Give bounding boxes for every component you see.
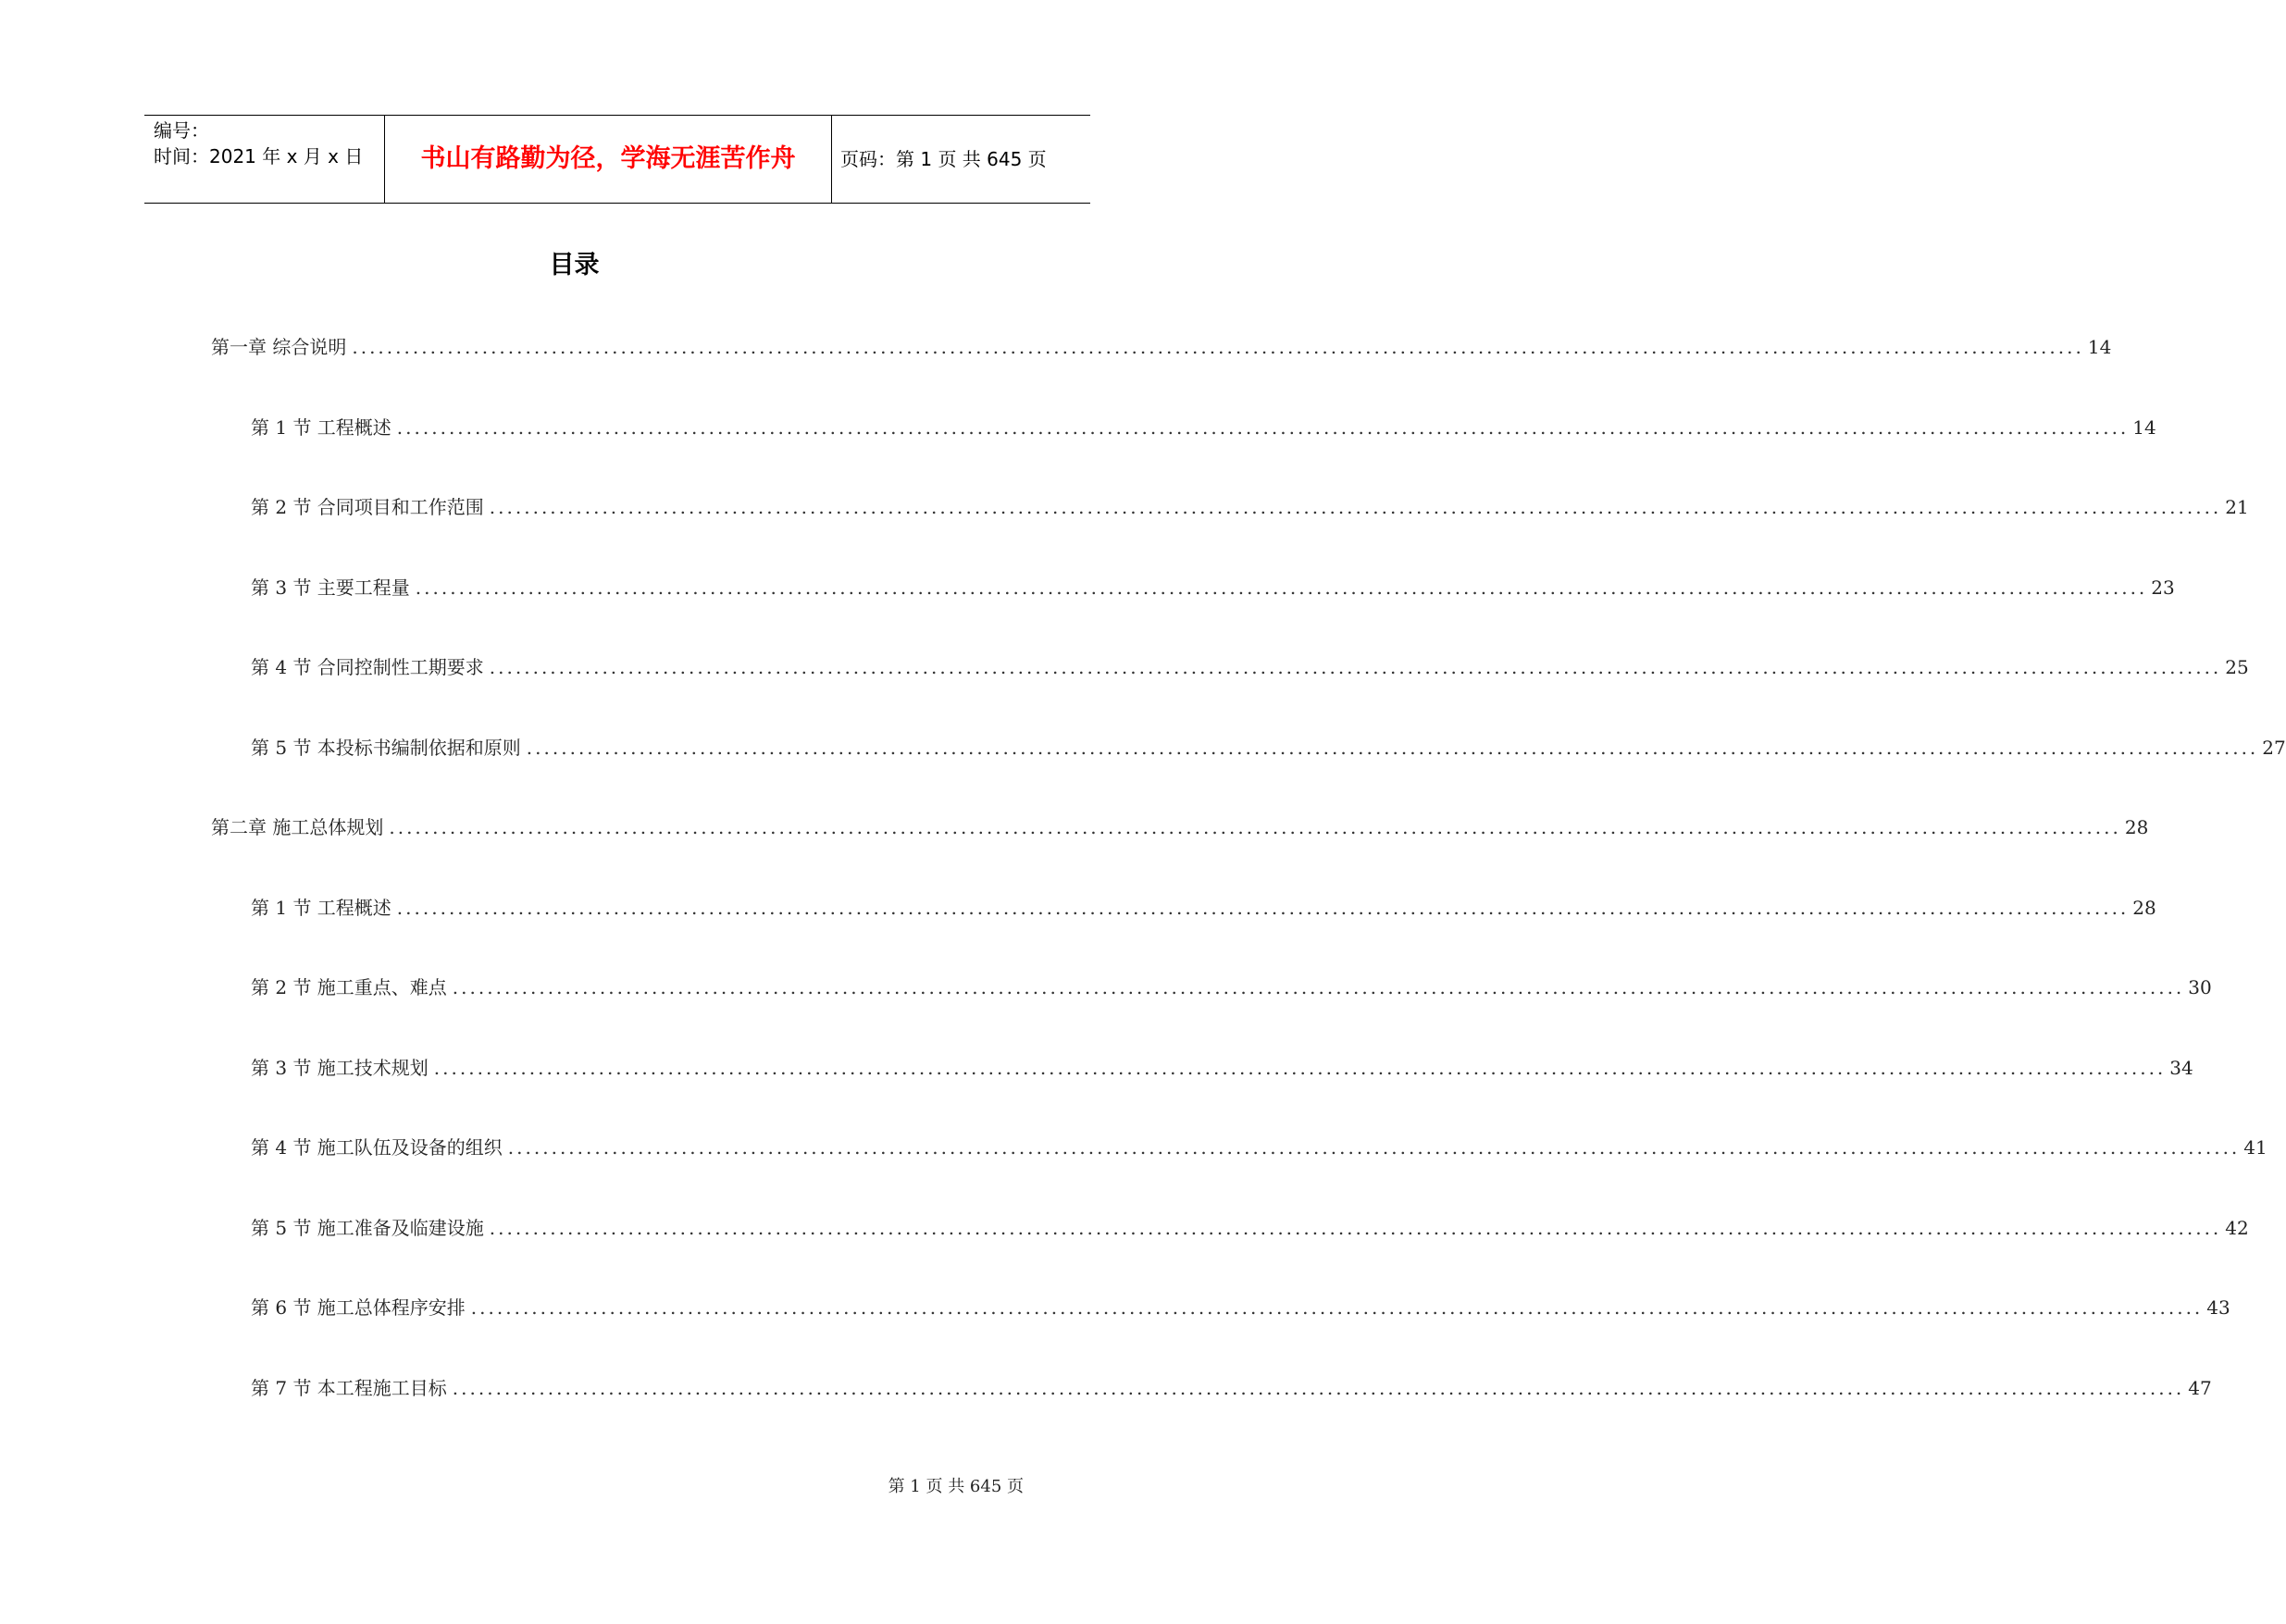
toc-entry-label: 第 2 节 合同项目和工作范围 — [251, 496, 484, 518]
toc-entry-label: 第 7 节 本工程施工目标 — [251, 1377, 447, 1399]
toc-chapter-entry[interactable] — [211, 334, 2112, 360]
toc-entry-label: 第 5 节 本投标书编制依据和原则 — [251, 737, 521, 759]
toc-dot-leader: ........................................................................................................................................................................................................ — [507, 1136, 2241, 1159]
toc-section-entry[interactable] — [251, 1055, 2193, 1081]
header-page-code: 页码：第 1 页 共 645 页 — [840, 148, 1047, 170]
toc-dot-leader: ........................................................................................................................................................................................................ — [489, 656, 2222, 678]
toc-entry-page: 41 — [2243, 1136, 2267, 1159]
toc-chapter-entry[interactable] — [211, 814, 2149, 840]
toc-entry-label: 第 1 节 工程概述 — [251, 416, 391, 439]
toc-entry-page: 47 — [2188, 1377, 2212, 1399]
toc-entry-label: 第 1 节 工程概述 — [251, 897, 391, 919]
toc-entry-page: 23 — [2151, 576, 2175, 599]
toc-section-entry[interactable] — [251, 1375, 2212, 1401]
toc-dot-leader: ........................................................................................................................................................................................................ — [452, 1377, 2185, 1399]
toc-dot-leader: ........................................................................................................................................................................................................ — [433, 1057, 2167, 1079]
toc-dot-leader: ........................................................................................................................................................................................................ — [389, 816, 2121, 838]
toc-section-entry[interactable] — [251, 1295, 2230, 1320]
toc-entry-page: 28 — [2124, 816, 2149, 838]
toc-title: 目录 — [549, 251, 600, 279]
toc-dot-leader: ........................................................................................................................................................................................................ — [352, 336, 2084, 358]
toc-dot-leader: ........................................................................................................................................................................................................ — [470, 1296, 2204, 1319]
toc-section-entry[interactable] — [251, 895, 2156, 921]
toc-section-entry[interactable] — [251, 1134, 2267, 1160]
toc-entry-page: 25 — [2225, 656, 2249, 678]
toc-section-entry[interactable] — [251, 575, 2175, 601]
toc-entry-page: 21 — [2225, 496, 2249, 518]
page-footer: 第 1 页 共 645 页 — [888, 1477, 1024, 1496]
toc-entry-page: 27 — [2262, 737, 2286, 759]
toc-entry-page: 14 — [2132, 416, 2156, 439]
toc-entry-label: 第一章 综合说明 — [211, 336, 347, 358]
toc-entry-label: 第 4 节 合同控制性工期要求 — [251, 656, 484, 678]
toc-entry-page: 43 — [2206, 1296, 2230, 1319]
toc-dot-leader: ........................................................................................................................................................................................................ — [415, 576, 2148, 599]
toc-entry-label: 第 3 节 主要工程量 — [251, 576, 410, 599]
toc-dot-leader: ........................................................................................................................................................................................................ — [396, 897, 2130, 919]
document-time-label: 时间：2021 年 x 月 x 日 — [154, 145, 364, 167]
toc-entry-page: 42 — [2225, 1217, 2249, 1239]
toc-section-entry[interactable] — [251, 974, 2212, 1000]
toc-entry-label: 第 3 节 施工技术规划 — [251, 1057, 429, 1079]
toc-section-entry[interactable] — [251, 735, 2286, 761]
toc-entry-page: 34 — [2169, 1057, 2193, 1079]
toc-dot-leader: ........................................................................................................................................................................................................ — [396, 416, 2130, 439]
toc-entry-page: 28 — [2132, 897, 2156, 919]
toc-entry-label: 第 2 节 施工重点、难点 — [251, 976, 447, 998]
toc-dot-leader: ........................................................................................................................................................................................................ — [526, 737, 2259, 759]
toc-entry-label: 第 6 节 施工总体程序安排 — [251, 1296, 466, 1319]
toc-dot-leader: ........................................................................................................................................................................................................ — [452, 976, 2185, 998]
toc-entry-label: 第二章 施工总体规划 — [211, 816, 384, 838]
header-motto: 书山有路勤为径，学海无涯苦作舟 — [420, 144, 796, 173]
toc-dot-leader: ........................................................................................................................................................................................................ — [489, 496, 2222, 518]
toc-entry-label: 第 5 节 施工准备及临建设施 — [251, 1217, 484, 1239]
toc-dot-leader: ........................................................................................................................................................................................................ — [489, 1217, 2222, 1239]
toc-section-entry[interactable] — [251, 654, 2249, 680]
toc-section-entry[interactable] — [251, 415, 2156, 440]
toc-entry-label: 第 4 节 施工队伍及设备的组织 — [251, 1136, 503, 1159]
document-number-label: 编号： — [154, 119, 209, 142]
toc-section-entry[interactable] — [251, 494, 2249, 520]
toc-entry-page: 30 — [2188, 976, 2212, 998]
toc-section-entry[interactable] — [251, 1215, 2249, 1241]
toc-entry-page: 14 — [2087, 336, 2112, 358]
